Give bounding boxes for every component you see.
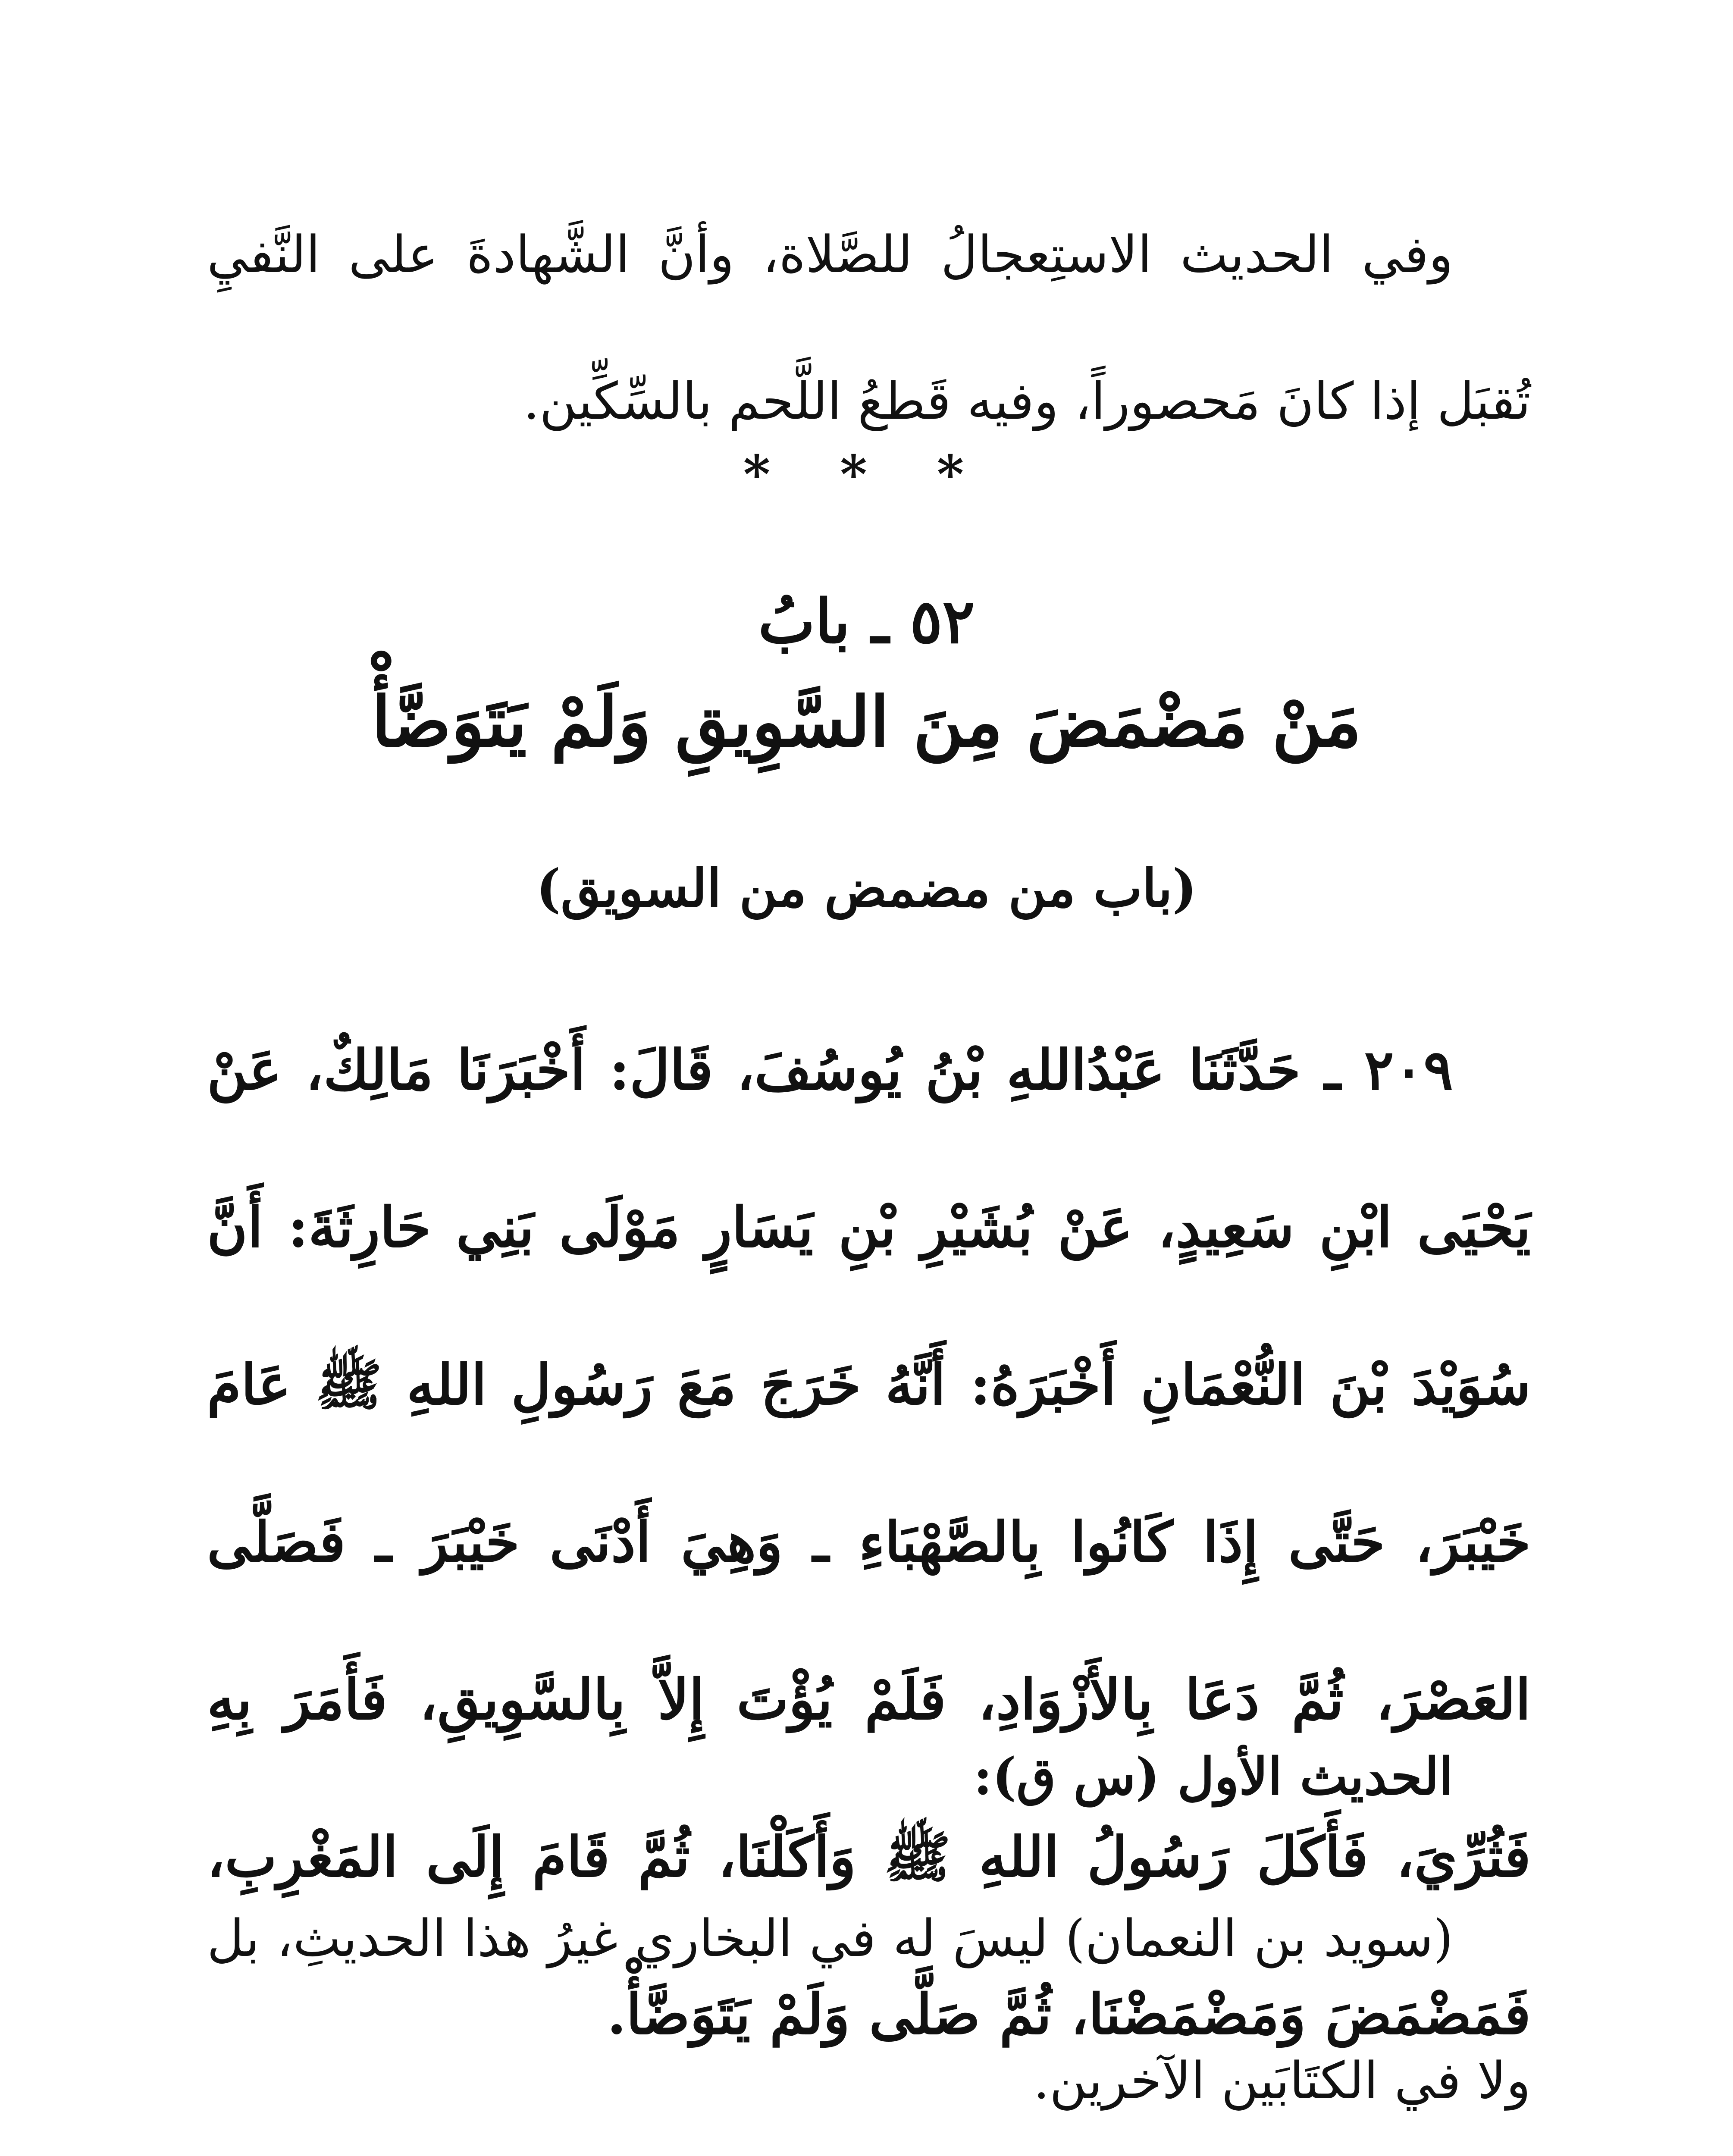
intro-text: وفي الحديث الاستِعجالُ للصَّلاة، وأنَّ الشَّهادةَ على النَّفيِ تُقبَل إذا كانَ مَحصوراً، وفيه قَطعُ اللَّحم بالسِّكِّين. xyxy=(207,225,1531,431)
notes-heading: الحديث الأول (س ق): xyxy=(973,1746,1453,1806)
comment-paragraph-1 xyxy=(207,1867,1531,2152)
section-separator: * * * xyxy=(743,444,990,505)
sub-heading: (باب من مضمض من السويق) xyxy=(536,858,1197,919)
comment-paragraph-2 xyxy=(207,2147,1531,2156)
intro-paragraph xyxy=(207,181,1531,474)
chapter-number: ٥٢ ـ بابُ xyxy=(758,586,975,657)
hadith-body: ٢٠٩ ـ حَدَّثَنَا عَبْدُاللهِ بْنُ يُوسُفَ، قَالَ: أَخْبَرَنَا مَالِكٌ، عَنْ يَحْيَى ابْنِ سَعِيدٍ، عَنْ بُشَيْرِ بْنِ يَسَارٍ مَوْلَى بَنِي حَارِثَةَ: أَنَّ سُوَيْدَ بْنَ النُّعْمَانِ أَخْبَرَهُ: أَنَّهُ خَرَجَ مَعَ رَسُولِ اللهِ ﷺ عَامَ خَيْبَرَ، حَتَّى إِذَا كَانُوا بِالصَّهْبَاءِ ـ وَهِيَ أَدْنَى خَيْبَرَ ـ فَصَلَّى العَصْرَ، ثُمَّ دَعَا بِالأَزْوَادِ، فَلَمْ يُؤْتَ إِلاَّ بِالسَّوِيقِ، فَأَمَرَ بِهِ فَثُرِّيَ، فَأَكَلَ رَسُولُ اللهِ ﷺ وَأَكَلْنَا، ثُمَّ قَامَ إِلَى المَغْرِبِ، فَمَضْمَضَ وَمَضْمَضْنَا، ثُمَّ صَلَّى وَلَمْ يَتَوَضَّأْ. xyxy=(207,1038,1531,2047)
chapter-title: مَنْ مَضْمَضَ مِنَ السَّوِيقِ وَلَمْ يَتَوَضَّأْ xyxy=(371,681,1362,762)
comment-1-text: (سويد بن النعمان) ليسَ له في البخاري غيرُ هذا الحديثِ، بل ولا في الكتَابَين الآخرين. xyxy=(207,1908,1531,2110)
